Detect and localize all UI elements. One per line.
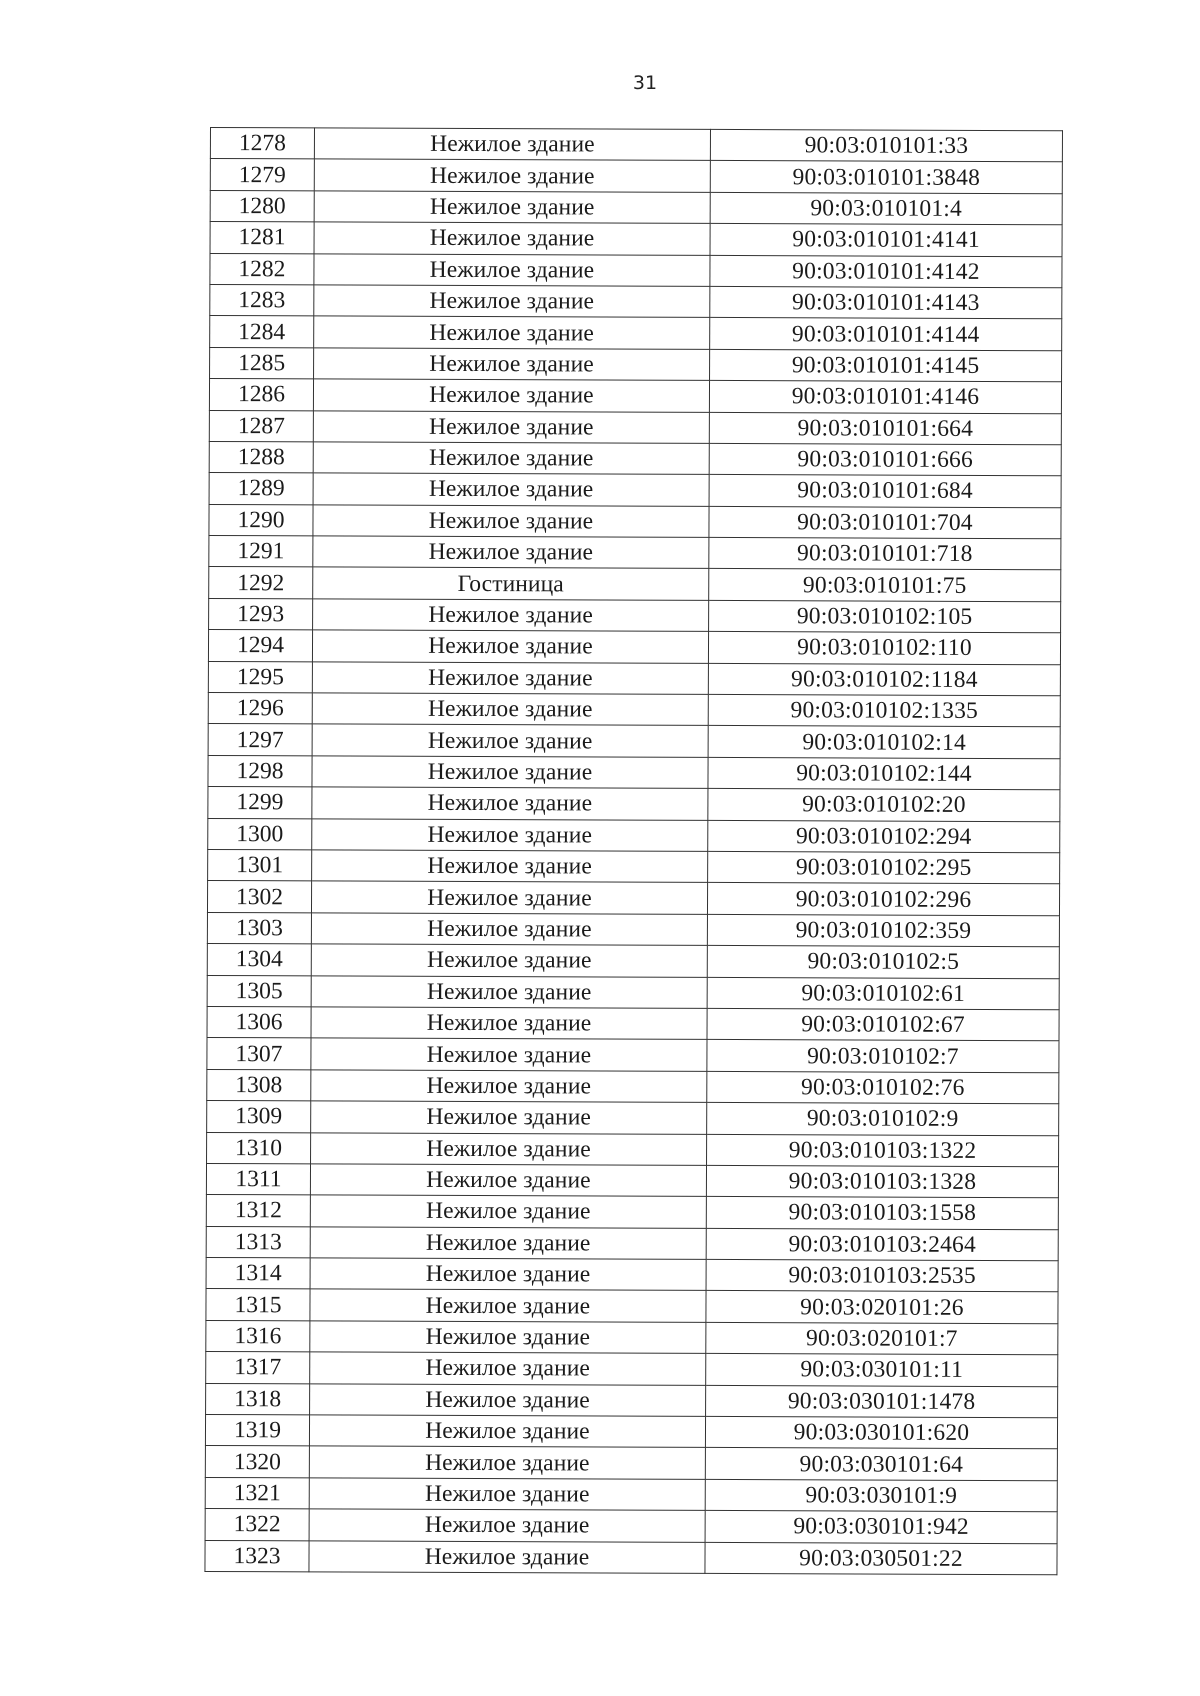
cadastral-number-cell: 90:03:010101:33 — [710, 129, 1062, 162]
object-type-cell: Нежилое здание — [310, 1289, 706, 1322]
row-number-cell: 1279 — [210, 159, 314, 191]
object-type-cell: Нежилое здание — [312, 662, 708, 695]
cadastral-number-cell: 90:03:020101:26 — [706, 1291, 1058, 1324]
object-type-cell: Нежилое здание — [311, 913, 707, 946]
object-type-cell: Нежилое здание — [314, 128, 710, 161]
cadastral-number-cell: 90:03:010103:1558 — [706, 1197, 1058, 1230]
object-type-cell: Нежилое здание — [311, 1038, 707, 1071]
row-number-cell: 1323 — [205, 1540, 309, 1572]
row-number-cell: 1285 — [210, 347, 314, 379]
table-row — [210, 284, 1062, 319]
row-number-cell: 1288 — [209, 441, 313, 473]
cadastral-number-cell: 90:03:010101:75 — [709, 569, 1061, 602]
cadastral-number-cell: 90:03:010102:1184 — [708, 663, 1060, 696]
object-type-cell: Нежилое здание — [313, 505, 709, 538]
object-type-cell: Нежилое здание — [311, 1132, 707, 1165]
object-type-cell: Нежилое здание — [313, 379, 709, 412]
cadastral-number-cell: 90:03:010101:704 — [709, 506, 1061, 539]
row-number-cell: 1294 — [208, 630, 312, 662]
object-type-cell: Нежилое здание — [314, 348, 710, 381]
table-row — [207, 1006, 1059, 1041]
object-type-cell: Нежилое здание — [311, 881, 707, 914]
cadastral-number-cell: 90:03:010101:684 — [709, 475, 1061, 508]
object-type-cell: Нежилое здание — [310, 1164, 706, 1197]
object-type-cell: Нежилое здание — [309, 1478, 705, 1511]
cadastral-number-cell: 90:03:030101:620 — [705, 1416, 1057, 1449]
table-row — [207, 1101, 1059, 1136]
cadastral-number-cell: 90:03:010102:110 — [708, 632, 1060, 665]
row-number-cell: 1319 — [205, 1415, 309, 1447]
table-row — [210, 316, 1062, 351]
table-row — [206, 1226, 1058, 1261]
cadastral-number-cell: 90:03:010103:1328 — [706, 1165, 1058, 1198]
row-number-cell: 1309 — [207, 1101, 311, 1133]
row-number-cell: 1296 — [208, 693, 312, 725]
object-type-cell: Нежилое здание — [310, 1258, 706, 1291]
table-row — [207, 912, 1059, 947]
cadastral-number-cell: 90:03:030101:64 — [705, 1448, 1057, 1481]
cadastral-number-cell: 90:03:030101:9 — [705, 1479, 1057, 1512]
cadastral-number-cell: 90:03:010103:2535 — [706, 1259, 1058, 1292]
table-row — [210, 159, 1062, 194]
table-row — [206, 1258, 1058, 1293]
cadastral-number-cell: 90:03:010101:4141 — [710, 224, 1062, 257]
cadastral-number-cell: 90:03:010101:666 — [709, 443, 1061, 476]
table-row — [210, 253, 1062, 288]
row-number-cell: 1312 — [206, 1195, 310, 1227]
table-row — [209, 567, 1061, 602]
table-row — [206, 1195, 1058, 1230]
object-type-cell: Нежилое здание — [312, 724, 708, 757]
object-type-cell: Нежилое здание — [309, 1415, 705, 1448]
object-type-cell: Нежилое здание — [312, 850, 708, 883]
row-number-cell: 1314 — [206, 1258, 310, 1290]
row-number-cell: 1291 — [209, 536, 313, 568]
row-number-cell: 1283 — [210, 284, 314, 316]
table-row — [208, 724, 1060, 759]
row-number-cell: 1281 — [210, 222, 314, 254]
table-row — [209, 441, 1061, 476]
cadastral-number-cell: 90:03:030101:1478 — [706, 1385, 1058, 1418]
row-number-cell: 1301 — [208, 849, 312, 881]
row-number-cell: 1307 — [207, 1038, 311, 1070]
cadastral-number-cell: 90:03:010102:14 — [708, 726, 1060, 759]
object-type-cell: Нежилое здание — [310, 1384, 706, 1417]
object-type-cell: Нежилое здание — [312, 756, 708, 789]
row-number-cell: 1293 — [209, 598, 313, 630]
page-number: 31 — [632, 72, 658, 94]
row-number-cell: 1322 — [205, 1509, 309, 1541]
row-number-cell: 1313 — [206, 1226, 310, 1258]
cadastral-number-cell: 90:03:010101:4146 — [709, 381, 1061, 414]
row-number-cell: 1317 — [206, 1352, 310, 1384]
table-body — [205, 128, 1063, 1575]
row-number-cell: 1316 — [206, 1320, 310, 1352]
table-row — [207, 881, 1059, 916]
cadastral-number-cell: 90:03:010101:4 — [710, 192, 1062, 225]
cadastral-number-cell: 90:03:010102:1335 — [708, 694, 1060, 727]
cadastral-number-cell: 90:03:010102:296 — [707, 883, 1059, 916]
row-number-cell: 1295 — [208, 661, 312, 693]
row-number-cell: 1286 — [209, 379, 313, 411]
object-type-cell: Нежилое здание — [310, 1227, 706, 1260]
table-row — [208, 630, 1060, 665]
table-row — [208, 849, 1060, 884]
object-type-cell: Нежилое здание — [313, 473, 709, 506]
table-row — [207, 944, 1059, 979]
row-number-cell: 1308 — [207, 1069, 311, 1101]
row-number-cell: 1278 — [210, 128, 314, 160]
cadastral-number-cell: 90:03:010102:9 — [707, 1103, 1059, 1136]
object-type-cell: Нежилое здание — [310, 1321, 706, 1354]
object-type-cell: Нежилое здание — [313, 410, 709, 443]
cadastral-number-cell: 90:03:030101:11 — [706, 1354, 1058, 1387]
object-type-cell: Нежилое здание — [314, 191, 710, 224]
object-type-cell: Нежилое здание — [311, 1070, 707, 1103]
object-type-cell: Нежилое здание — [312, 693, 708, 726]
cadastral-number-cell: 90:03:010101:4144 — [710, 318, 1062, 351]
object-type-cell: Нежилое здание — [312, 818, 708, 851]
row-number-cell: 1292 — [209, 567, 313, 599]
object-type-cell: Нежилое здание — [314, 253, 710, 286]
table-row — [206, 1320, 1058, 1355]
table-row — [208, 693, 1060, 728]
object-type-cell: Нежилое здание — [313, 536, 709, 569]
object-type-cell: Нежилое здание — [310, 1352, 706, 1385]
registry-table — [204, 127, 1063, 1575]
object-type-cell: Гостиница — [313, 567, 709, 600]
row-number-cell: 1284 — [210, 316, 314, 348]
cadastral-number-cell: 90:03:010102:67 — [707, 1008, 1059, 1041]
object-type-cell: Нежилое здание — [311, 1101, 707, 1134]
cadastral-number-cell: 90:03:010103:2464 — [706, 1228, 1058, 1261]
table-row — [205, 1446, 1057, 1481]
cadastral-number-cell: 90:03:030101:942 — [705, 1511, 1057, 1544]
object-type-cell: Нежилое здание — [309, 1509, 705, 1542]
object-type-cell: Нежилое здание — [314, 285, 710, 318]
row-number-cell: 1318 — [206, 1383, 310, 1415]
row-number-cell: 1298 — [208, 755, 312, 787]
table-row — [208, 755, 1060, 790]
table-row — [210, 347, 1062, 382]
row-number-cell: 1302 — [207, 881, 311, 913]
row-number-cell: 1303 — [207, 912, 311, 944]
cadastral-number-cell: 90:03:020101:7 — [706, 1322, 1058, 1355]
cadastral-number-cell: 90:03:010102:295 — [708, 851, 1060, 884]
row-number-cell: 1306 — [207, 1006, 311, 1038]
table-row — [205, 1415, 1057, 1450]
object-type-cell: Нежилое здание — [313, 442, 709, 475]
object-type-cell: Нежилое здание — [309, 1446, 705, 1479]
cadastral-number-cell: 90:03:010102:294 — [708, 820, 1060, 853]
object-type-cell: Нежилое здание — [312, 630, 708, 663]
row-number-cell: 1290 — [209, 504, 313, 536]
row-number-cell: 1321 — [205, 1477, 309, 1509]
cadastral-number-cell: 90:03:010101:3848 — [710, 161, 1062, 194]
row-number-cell: 1289 — [209, 473, 313, 505]
table-row — [209, 598, 1061, 633]
table-row — [209, 536, 1061, 571]
table-row — [206, 1383, 1058, 1418]
cadastral-number-cell: 90:03:010102:144 — [708, 757, 1060, 790]
table-row — [210, 190, 1062, 225]
table-row — [210, 128, 1062, 163]
cadastral-number-cell: 90:03:010102:105 — [709, 600, 1061, 633]
table-row — [207, 1132, 1059, 1167]
cadastral-number-cell: 90:03:010102:76 — [707, 1071, 1059, 1104]
row-number-cell: 1287 — [209, 410, 313, 442]
table-row — [208, 818, 1060, 853]
row-number-cell: 1315 — [206, 1289, 310, 1321]
table-row — [209, 410, 1061, 445]
cadastral-number-cell: 90:03:010102:5 — [707, 946, 1059, 979]
cadastral-number-cell: 90:03:010101:4143 — [710, 286, 1062, 319]
row-number-cell: 1280 — [210, 190, 314, 222]
cadastral-number-cell: 90:03:010102:20 — [708, 789, 1060, 822]
row-number-cell: 1305 — [207, 975, 311, 1007]
table-row — [205, 1540, 1057, 1575]
table-row — [210, 222, 1062, 257]
table-row — [206, 1352, 1058, 1387]
object-type-cell: Нежилое здание — [311, 975, 707, 1008]
table-row — [208, 787, 1060, 822]
cadastral-number-cell: 90:03:010102:61 — [707, 977, 1059, 1010]
cadastral-number-cell: 90:03:010101:664 — [709, 412, 1061, 445]
row-number-cell: 1310 — [207, 1132, 311, 1164]
object-type-cell: Нежилое здание — [314, 316, 710, 349]
table-row — [208, 661, 1060, 696]
object-type-cell: Нежилое здание — [309, 1540, 705, 1573]
object-type-cell: Нежилое здание — [310, 1195, 706, 1228]
row-number-cell: 1320 — [205, 1446, 309, 1478]
object-type-cell: Нежилое здание — [311, 1007, 707, 1040]
table-row — [209, 473, 1061, 508]
cadastral-number-cell: 90:03:030501:22 — [705, 1542, 1057, 1575]
table-row — [209, 379, 1061, 414]
object-type-cell: Нежилое здание — [314, 159, 710, 192]
object-type-cell: Нежилое здание — [312, 787, 708, 820]
object-type-cell: Нежилое здание — [311, 944, 707, 977]
table-row — [207, 1038, 1059, 1073]
cadastral-number-cell: 90:03:010103:1322 — [707, 1134, 1059, 1167]
cadastral-number-cell: 90:03:010102:7 — [707, 1040, 1059, 1073]
row-number-cell: 1311 — [206, 1163, 310, 1195]
object-type-cell: Нежилое здание — [314, 222, 710, 255]
row-number-cell: 1304 — [207, 944, 311, 976]
cadastral-number-cell: 90:03:010101:4142 — [710, 255, 1062, 288]
table-row — [207, 1069, 1059, 1104]
table-row — [206, 1163, 1058, 1198]
row-number-cell: 1300 — [208, 818, 312, 850]
table-row — [207, 975, 1059, 1010]
row-number-cell: 1299 — [208, 787, 312, 819]
table-row — [205, 1509, 1057, 1544]
table-row — [206, 1289, 1058, 1324]
cadastral-number-cell: 90:03:010101:718 — [709, 537, 1061, 570]
table-row — [209, 504, 1061, 539]
cadastral-number-cell: 90:03:010101:4145 — [710, 349, 1062, 382]
row-number-cell: 1297 — [208, 724, 312, 756]
cadastral-number-cell: 90:03:010102:359 — [707, 914, 1059, 947]
row-number-cell: 1282 — [210, 253, 314, 285]
table-row — [205, 1477, 1057, 1512]
object-type-cell: Нежилое здание — [313, 599, 709, 632]
